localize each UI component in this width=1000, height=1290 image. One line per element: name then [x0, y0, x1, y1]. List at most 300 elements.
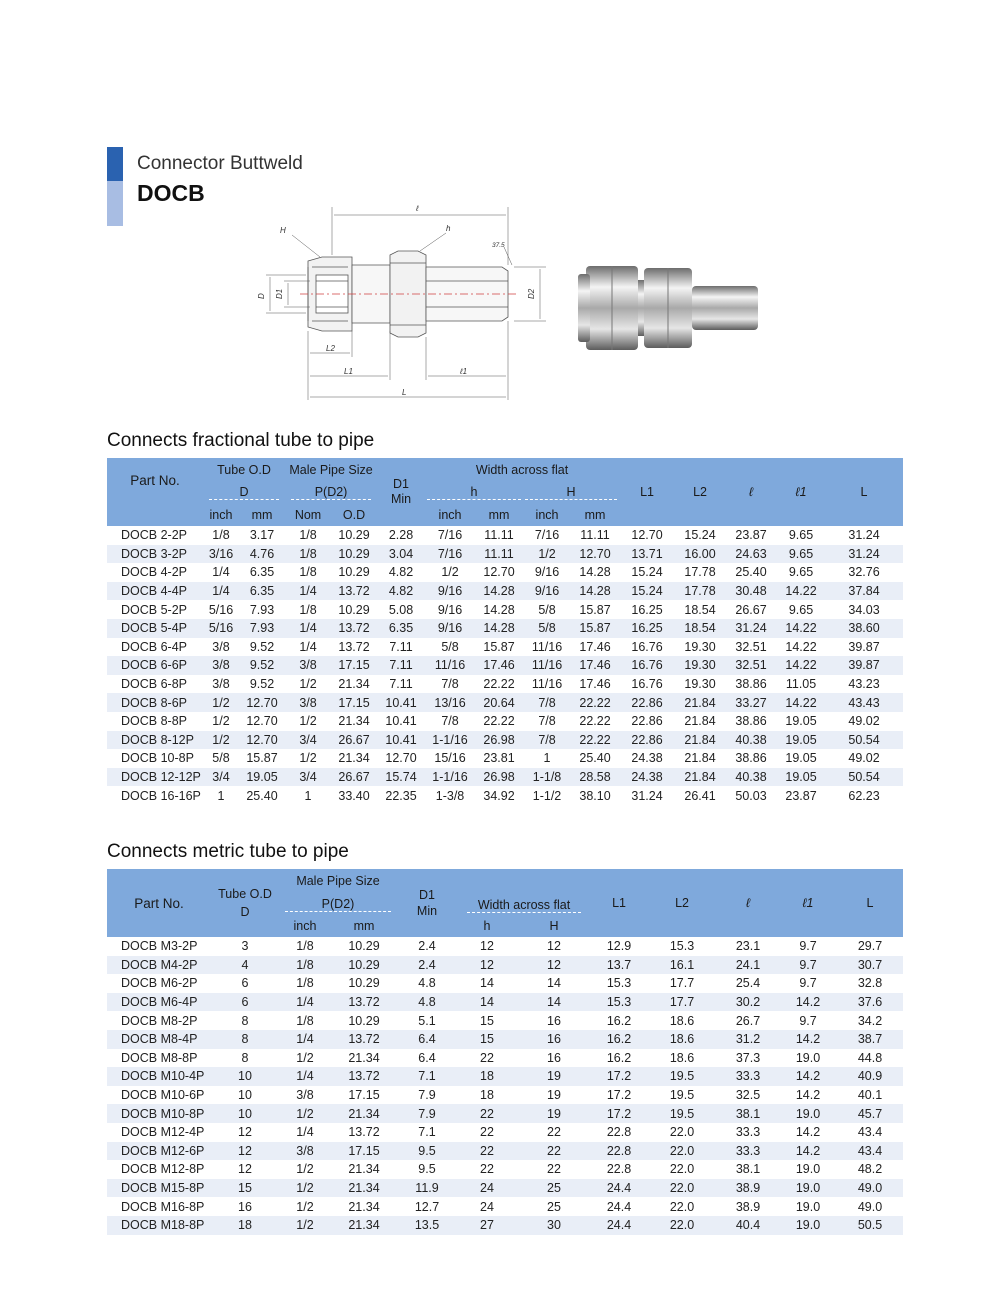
header-L2: L2: [693, 485, 707, 499]
table-cell: 22.22: [571, 731, 619, 750]
table-cell: 13.72: [331, 1030, 397, 1049]
table-cell: 1/8: [299, 602, 317, 617]
table-cell: 17.7: [669, 976, 695, 991]
part-number-cell: DOCB 5-4P: [107, 619, 203, 638]
part-number-cell: DOCB 6-8P: [121, 677, 187, 692]
table-cell: 26.67: [331, 731, 377, 750]
table-cell: 15.87: [571, 619, 619, 638]
table-cell: 12.70: [631, 528, 663, 543]
table-cell: 1/2: [296, 1050, 314, 1065]
table-cell: 10: [238, 1088, 252, 1103]
table-cell: 1/4: [279, 1067, 331, 1086]
table-row: [107, 712, 903, 731]
table-cell: 31.2: [717, 1030, 779, 1049]
header-pd2-text: P(D2): [285, 897, 391, 912]
part-number-cell: DOCB M4-2P: [107, 956, 211, 975]
table-cell: 19.05: [785, 751, 817, 766]
table-cell: 12.9: [606, 939, 632, 954]
table-cell: 12.70: [385, 751, 417, 766]
table-cell: 5.08: [388, 602, 414, 617]
table-cell: 13.71: [619, 545, 675, 564]
table-cell: 15: [211, 1179, 279, 1198]
header-l: ℓ: [749, 485, 754, 499]
part-number-cell: DOCB M16-8P: [121, 1199, 205, 1214]
table-cell: 17.2: [591, 1104, 647, 1123]
header-nom: Nom: [294, 507, 322, 522]
table-cell: 1-1/16: [425, 768, 475, 787]
table-cell: 12: [238, 1162, 252, 1177]
table-cell: 25: [547, 1199, 561, 1214]
table-cell: 22.86: [619, 731, 675, 750]
table-cell: 15.24: [684, 528, 716, 543]
table-row: [107, 638, 903, 657]
table-cell: 38.86: [735, 714, 767, 729]
table-cell: 24.4: [591, 1216, 647, 1235]
table-row: [107, 786, 903, 805]
table-cell: 14.28: [475, 582, 523, 601]
table-cell: 19.05: [777, 768, 825, 787]
metric-spec-table: [107, 869, 903, 1235]
table-cell: 22.0: [669, 1199, 695, 1214]
header-l1: ℓ1: [795, 485, 807, 499]
header-H-text: H: [525, 485, 617, 500]
table-cell: 4.8: [397, 993, 457, 1012]
header-H: [523, 481, 619, 503]
table-cell: 22.8: [606, 1162, 632, 1177]
table-cell: 40.1: [857, 1088, 883, 1103]
table-cell: 43.43: [825, 693, 903, 712]
part-number-cell: DOCB 4-4P: [107, 582, 203, 601]
table-cell: 30.7: [837, 956, 903, 975]
table-cell: 5/16: [203, 619, 239, 638]
table-cell: 26.67: [735, 602, 767, 617]
table-row: [107, 656, 903, 675]
table-cell: 33.3: [717, 1067, 779, 1086]
table-cell: 13.72: [331, 1067, 397, 1086]
table-cell: 19.0: [795, 1050, 821, 1065]
header-part-no: Part No.: [130, 473, 180, 488]
table-cell: 15.24: [619, 582, 675, 601]
table-cell: 4.82: [388, 565, 414, 580]
table-row: [107, 1049, 903, 1068]
header-width-across-flat: [457, 869, 591, 915]
table-cell: 1/8: [212, 528, 230, 543]
table-cell: 24: [457, 1179, 517, 1198]
table-cell: 7/8: [523, 731, 571, 750]
table-cell: 38.86: [735, 677, 767, 692]
table-cell: 4.8: [418, 976, 436, 991]
dim-label-D2: D2: [527, 288, 536, 299]
table-cell: 38.10: [579, 788, 611, 803]
table-cell: 38.86: [735, 751, 767, 766]
table-cell: 22.0: [669, 1162, 695, 1177]
table-cell: 30: [517, 1216, 591, 1235]
table-cell: 11/16: [531, 639, 563, 654]
table-cell: 33.40: [338, 788, 370, 803]
table-cell: 9.65: [788, 565, 814, 580]
table-cell: 8: [241, 1013, 249, 1028]
table-cell: 23.87: [735, 528, 767, 543]
part-number-cell: DOCB 8-12P: [107, 731, 203, 750]
table-cell: 17.46: [579, 677, 611, 692]
table-cell: 26.7: [735, 1013, 761, 1028]
table-cell: 16.2: [606, 1013, 632, 1028]
table-cell: 15.87: [579, 602, 611, 617]
table-cell: 23.1: [735, 939, 761, 954]
header-h: h: [483, 919, 491, 933]
table-cell: 25.40: [579, 751, 611, 766]
table-cell: 37.84: [825, 582, 903, 601]
table-cell: 10.29: [348, 976, 380, 991]
part-number-cell: DOCB M15-8P: [107, 1179, 211, 1198]
table-cell: 3/16: [203, 545, 239, 564]
table-cell: 19.30: [684, 677, 716, 692]
table-cell: 12: [480, 939, 494, 954]
table-cell: 62.23: [848, 788, 880, 803]
table-cell: 7/8: [441, 714, 459, 729]
header-width-text: Width across flat: [467, 898, 581, 913]
table-cell: 19.5: [647, 1104, 717, 1123]
table-cell: 18.54: [675, 619, 725, 638]
table-cell: 12.70: [246, 714, 278, 729]
table-cell: 3/8: [212, 639, 230, 654]
table-cell: 7.93: [239, 619, 285, 638]
table-cell: 21.34: [331, 1179, 397, 1198]
header-h-text: h: [427, 485, 521, 500]
part-number-cell: DOCB 3-2P: [107, 545, 203, 564]
table-cell: 19.30: [684, 639, 716, 654]
part-number-cell: DOCB 8-6P: [107, 693, 203, 712]
header-male-pipe-size: Male Pipe Size: [296, 874, 380, 888]
table-row: [107, 974, 903, 993]
table-cell: 21.84: [675, 693, 725, 712]
table-cell: 7.93: [249, 602, 275, 617]
table-cell: 19.05: [239, 768, 285, 787]
table-cell: 9.7: [799, 1013, 817, 1028]
table-cell: 14.2: [779, 1067, 837, 1086]
table-row: [107, 1179, 903, 1198]
table-row: [107, 675, 903, 694]
table-row: [107, 993, 903, 1012]
table-cell: 16.2: [606, 1050, 632, 1065]
table-cell: 50.54: [825, 731, 903, 750]
table-cell: 14.2: [779, 1142, 837, 1161]
table-cell: 17.15: [331, 656, 377, 675]
table-cell: 32.8: [857, 976, 883, 991]
table-cell: 26.67: [331, 768, 377, 787]
table-cell: 5.1: [418, 1013, 436, 1028]
table-cell: 31.24: [825, 545, 903, 564]
table-cell: 6: [211, 993, 279, 1012]
table-cell: 11.9: [397, 1179, 457, 1198]
table-cell: 16.76: [619, 656, 675, 675]
table-cell: 14.2: [795, 1088, 821, 1103]
table-cell: 9.52: [249, 639, 275, 654]
table-cell: 14.28: [579, 565, 611, 580]
table-cell: 19.0: [779, 1179, 837, 1198]
table-cell: 22: [457, 1104, 517, 1123]
table-cell: 9.7: [799, 939, 817, 954]
table-cell: 6.35: [249, 565, 275, 580]
table-cell: 17.78: [684, 565, 716, 580]
table-cell: 22: [480, 1162, 494, 1177]
table-cell: 4.82: [377, 582, 425, 601]
table-cell: 1/2: [203, 693, 239, 712]
table-cell: 22.22: [483, 714, 515, 729]
table-cell: 10.29: [348, 1013, 380, 1028]
table-cell: 9.52: [249, 677, 275, 692]
table-cell: 10.29: [348, 939, 380, 954]
table-cell: 7/8: [523, 693, 571, 712]
fractional-section-title: Connects fractional tube to pipe: [107, 430, 375, 451]
header-pd2-text: P(D2): [291, 485, 371, 500]
table-cell: 8: [211, 1030, 279, 1049]
table-cell: 24.38: [631, 751, 663, 766]
table-cell: 3/8: [285, 693, 331, 712]
table-row: [107, 768, 903, 787]
table-cell: 11/16: [523, 656, 571, 675]
table-cell: 7/16: [437, 528, 463, 543]
table-cell: 1/2: [296, 1199, 314, 1214]
table-cell: 29.7: [857, 939, 883, 954]
table-cell: 12: [238, 1125, 252, 1140]
part-number-cell: DOCB 4-2P: [121, 565, 187, 580]
table-cell: 30.48: [725, 582, 777, 601]
table-cell: 15.87: [483, 639, 515, 654]
table-cell: 12.70: [483, 565, 515, 580]
table-cell: 31.24: [848, 528, 880, 543]
table-cell: 13.72: [348, 1125, 380, 1140]
table-cell: 12: [547, 939, 561, 954]
table-cell: 12.70: [239, 731, 285, 750]
header-inch: inch: [293, 919, 317, 933]
header-tube-od: Tube O.D: [217, 462, 271, 477]
table-row: [107, 545, 903, 564]
table-cell: 22.0: [647, 1142, 717, 1161]
table-cell: 1/2: [296, 1162, 314, 1177]
table-cell: 1/2: [279, 1216, 331, 1235]
table-cell: 18: [457, 1067, 517, 1086]
table-cell: 19.0: [795, 1162, 821, 1177]
dim-label-D: D: [257, 293, 266, 299]
table-cell: 19.0: [795, 1199, 821, 1214]
table-cell: 14.22: [777, 656, 825, 675]
table-cell: 25.40: [246, 788, 278, 803]
part-number-cell: DOCB 6-4P: [121, 639, 187, 654]
table-cell: 34.2: [857, 1013, 883, 1028]
table-cell: 19.5: [647, 1067, 717, 1086]
table-cell: 24.4: [606, 1199, 632, 1214]
table-cell: 11.11: [580, 528, 610, 543]
part-number-cell: DOCB M3-2P: [121, 939, 198, 954]
table-cell: 38.7: [837, 1030, 903, 1049]
table-cell: 1: [543, 751, 551, 766]
table-cell: 50.5: [837, 1216, 903, 1235]
table-row: [107, 1011, 903, 1030]
table-cell: 31.24: [631, 788, 663, 803]
table-cell: 5/8: [441, 639, 459, 654]
table-cell: 3/8: [285, 656, 331, 675]
dim-label-D1: D1: [275, 288, 284, 299]
header-d1-min: [377, 458, 425, 526]
table-cell: 14.22: [777, 693, 825, 712]
table-cell: 7.1: [397, 1067, 457, 1086]
part-number-cell: DOCB M12-4P: [121, 1125, 205, 1140]
table-cell: 1/2: [279, 1104, 331, 1123]
table-cell: 6.4: [397, 1030, 457, 1049]
table-cell: 1: [217, 788, 225, 803]
table-cell: 9.5: [397, 1142, 457, 1161]
table-cell: 24.63: [725, 545, 777, 564]
table-cell: 49.0: [857, 1199, 883, 1214]
header-H: H: [549, 919, 559, 933]
table-row: [107, 1104, 903, 1123]
table-cell: 22.22: [579, 714, 611, 729]
table-cell: 14.22: [777, 619, 825, 638]
table-cell: 14.22: [785, 639, 817, 654]
table-cell: 10.41: [377, 693, 425, 712]
table-cell: 26.98: [475, 768, 523, 787]
table-cell: 13.7: [591, 956, 647, 975]
table-cell: 22.0: [669, 1125, 695, 1140]
table-cell: 43.4: [857, 1125, 883, 1140]
table-cell: 33.3: [717, 1142, 779, 1161]
table-cell: 39.87: [825, 656, 903, 675]
table-cell: 9/16: [425, 582, 475, 601]
table-cell: 18: [211, 1216, 279, 1235]
table-cell: 24.1: [717, 956, 779, 975]
table-cell: 10: [211, 1067, 279, 1086]
table-cell: 13/16: [425, 693, 475, 712]
table-row: [107, 1142, 903, 1161]
table-cell: 2.4: [397, 956, 457, 975]
table-row: [107, 619, 903, 638]
table-cell: 1-1/8: [523, 768, 571, 787]
table-cell: 5/8: [212, 751, 230, 766]
table-cell: 31.24: [725, 619, 777, 638]
table-cell: 15.3: [606, 976, 632, 991]
table-row: [107, 693, 903, 712]
table-cell: 26.41: [684, 788, 716, 803]
table-cell: 1/8: [296, 939, 314, 954]
table-row: [107, 563, 903, 582]
table-cell: 10.29: [338, 565, 370, 580]
table-cell: 3/8: [279, 1142, 331, 1161]
table-cell: 3/8: [203, 656, 239, 675]
table-cell: 38.1: [717, 1104, 779, 1123]
table-cell: 16.76: [631, 639, 663, 654]
table-cell: 25.40: [735, 565, 767, 580]
table-cell: 39.87: [848, 639, 880, 654]
table-cell: 25.4: [735, 976, 761, 991]
table-cell: 9.65: [777, 545, 825, 564]
part-number-cell: DOCB 2-2P: [121, 528, 187, 543]
table-cell: 33.3: [735, 1125, 761, 1140]
table-cell: 21.34: [348, 1050, 380, 1065]
header-H-inch: inch: [535, 507, 559, 522]
table-cell: 7/8: [538, 714, 556, 729]
table-row: [107, 937, 903, 956]
table-cell: 9/16: [534, 565, 560, 580]
table-cell: 1-3/8: [435, 788, 465, 803]
dim-label-h: h: [446, 224, 451, 233]
table-cell: 1/2: [441, 565, 459, 580]
table-cell: 10.41: [385, 714, 417, 729]
part-number-cell: DOCB 12-12P: [107, 768, 203, 787]
header-mm: mm: [353, 919, 375, 933]
table-cell: 16.76: [631, 677, 663, 692]
table-cell: 14.28: [483, 602, 515, 617]
table-cell: 19.5: [669, 1088, 695, 1103]
table-cell: 7.9: [418, 1088, 436, 1103]
table-cell: 6.35: [239, 582, 285, 601]
table-cell: 1/8: [296, 976, 314, 991]
header-L2: L2: [675, 896, 689, 910]
table-cell: 2.4: [418, 939, 436, 954]
table-cell: 1/8: [279, 956, 331, 975]
table-cell: 14.2: [779, 1030, 837, 1049]
table-cell: 22: [480, 1050, 494, 1065]
table-cell: 24.38: [619, 768, 675, 787]
technical-drawing: [250, 195, 550, 410]
table-cell: 1/4: [299, 639, 317, 654]
table-cell: 17.46: [579, 639, 611, 654]
table-cell: 37.6: [837, 993, 903, 1012]
table-cell: 15.74: [377, 768, 425, 787]
table-row: [107, 1086, 903, 1105]
table-cell: 10.29: [331, 956, 397, 975]
table-cell: 1/8: [296, 1013, 314, 1028]
header-l: ℓ: [745, 896, 751, 910]
table-cell: 12: [457, 956, 517, 975]
table-cell: 1/2: [299, 751, 317, 766]
part-number-cell: DOCB M6-2P: [121, 976, 198, 991]
dim-label-L2: L2: [326, 344, 335, 353]
table-cell: 17.7: [647, 993, 717, 1012]
table-cell: 18.6: [669, 1050, 695, 1065]
dim-label-L: L: [402, 388, 407, 397]
table-cell: 1/4: [279, 993, 331, 1012]
dim-label-angle: 37.5: [492, 242, 505, 249]
table-cell: 7.1: [418, 1125, 436, 1140]
table-cell: 9.65: [788, 528, 814, 543]
table-cell: 13.72: [331, 619, 377, 638]
table-cell: 22.0: [647, 1179, 717, 1198]
table-cell: 21.84: [684, 751, 716, 766]
table-cell: 19.30: [675, 656, 725, 675]
part-number-cell: DOCB M10-8P: [107, 1104, 211, 1123]
table-row: [107, 731, 903, 750]
table-cell: 32.51: [725, 656, 777, 675]
table-cell: 34.92: [483, 788, 515, 803]
table-cell: 14: [457, 993, 517, 1012]
table-cell: 10.29: [338, 528, 370, 543]
table-cell: 16: [547, 1013, 561, 1028]
table-cell: 14.22: [777, 582, 825, 601]
table-cell: 4.76: [239, 545, 285, 564]
table-cell: 50.54: [825, 768, 903, 787]
table-cell: 16: [547, 1050, 561, 1065]
table-cell: 22: [457, 1142, 517, 1161]
table-cell: 1/4: [285, 619, 331, 638]
table-row: [107, 1216, 903, 1235]
table-row: [107, 582, 903, 601]
table-cell: 22.0: [647, 1216, 717, 1235]
table-cell: 50.03: [735, 788, 767, 803]
table-cell: 1/4: [285, 582, 331, 601]
table-cell: 12.70: [239, 693, 285, 712]
part-number-cell: DOCB M10-6P: [121, 1088, 205, 1103]
